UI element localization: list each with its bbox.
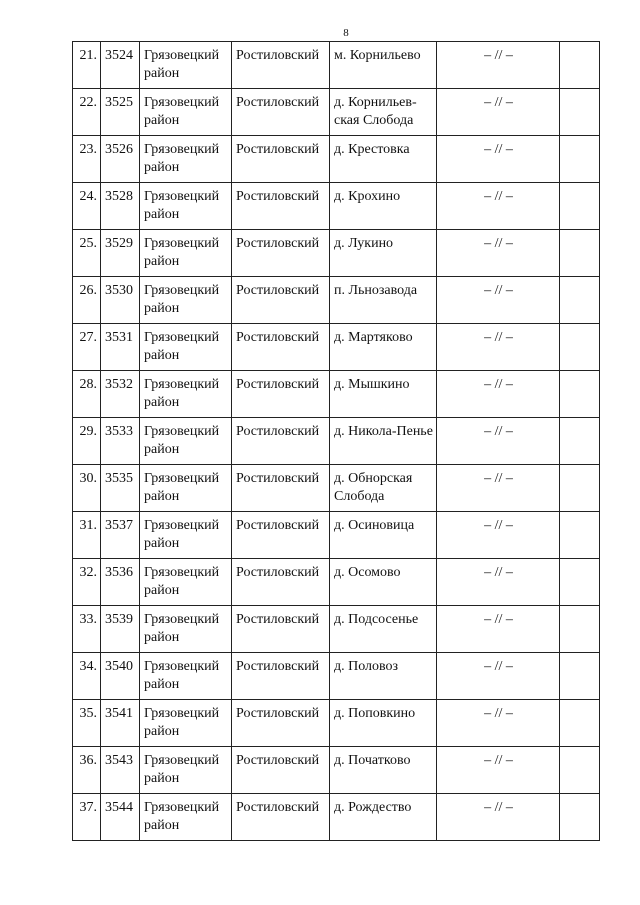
row-place: д. Никола-Пенье (330, 418, 437, 465)
row-place: д. Обнорская Слобода (330, 465, 437, 512)
row-settlement: Ростиловский (232, 512, 330, 559)
table-row (73, 747, 600, 794)
row-note: – // – (437, 324, 560, 371)
row-place: д. Лукино (330, 230, 437, 277)
row-district: Грязовецкий район (140, 136, 232, 183)
row-place: д. Осомово (330, 559, 437, 606)
row-settlement: Ростиловский (232, 230, 330, 277)
row-place: д. Половоз (330, 653, 437, 700)
table-row (73, 371, 600, 418)
row-note: – // – (437, 559, 560, 606)
row-number: 31. (73, 512, 101, 559)
table-row (73, 89, 600, 136)
row-note: – // – (437, 277, 560, 324)
row-place: д. Крохино (330, 183, 437, 230)
row-code: 3525 (101, 89, 140, 136)
row-settlement: Ростиловский (232, 324, 330, 371)
row-settlement: Ростиловский (232, 371, 330, 418)
row-district: Грязовецкий район (140, 89, 232, 136)
row-note: – // – (437, 42, 560, 89)
row-code: 3526 (101, 136, 140, 183)
row-district: Грязовецкий район (140, 559, 232, 606)
row-code: 3533 (101, 418, 140, 465)
row-extra (560, 230, 600, 277)
row-number: 36. (73, 747, 101, 794)
row-place: д. Рождество (330, 794, 437, 841)
row-note: – // – (437, 183, 560, 230)
table-row (73, 700, 600, 747)
row-number: 24. (73, 183, 101, 230)
row-extra (560, 277, 600, 324)
row-district: Грязовецкий район (140, 794, 232, 841)
row-note: – // – (437, 89, 560, 136)
row-note: – // – (437, 606, 560, 653)
row-note: – // – (437, 512, 560, 559)
row-number: 37. (73, 794, 101, 841)
row-place: д. Мышкино (330, 371, 437, 418)
row-settlement: Ростиловский (232, 606, 330, 653)
row-number: 35. (73, 700, 101, 747)
row-number: 21. (73, 42, 101, 89)
row-place: д. Осиновица (330, 512, 437, 559)
row-code: 3541 (101, 700, 140, 747)
row-district: Грязовецкий район (140, 465, 232, 512)
row-extra (560, 700, 600, 747)
table-row (73, 183, 600, 230)
row-number: 25. (73, 230, 101, 277)
row-note: – // – (437, 371, 560, 418)
row-note: – // – (437, 653, 560, 700)
row-district: Грязовецкий район (140, 42, 232, 89)
table-row (73, 277, 600, 324)
row-district: Грязовецкий район (140, 418, 232, 465)
row-district: Грязовецкий район (140, 324, 232, 371)
row-district: Грязовецкий район (140, 653, 232, 700)
row-number: 30. (73, 465, 101, 512)
row-settlement: Ростиловский (232, 465, 330, 512)
row-district: Грязовецкий район (140, 700, 232, 747)
row-extra (560, 89, 600, 136)
row-code: 3531 (101, 324, 140, 371)
table-row (73, 136, 600, 183)
table-body (73, 42, 600, 841)
table-row (73, 653, 600, 700)
row-code: 3537 (101, 512, 140, 559)
row-settlement: Ростиловский (232, 653, 330, 700)
row-settlement: Ростиловский (232, 136, 330, 183)
row-code: 3536 (101, 559, 140, 606)
row-district: Грязовецкий район (140, 512, 232, 559)
table-row (73, 230, 600, 277)
row-settlement: Ростиловский (232, 794, 330, 841)
row-note: – // – (437, 230, 560, 277)
row-extra (560, 653, 600, 700)
row-place: п. Льнозавода (330, 277, 437, 324)
row-settlement: Ростиловский (232, 700, 330, 747)
row-number: 27. (73, 324, 101, 371)
table-row (73, 465, 600, 512)
row-settlement: Ростиловский (232, 559, 330, 606)
table-row (73, 606, 600, 653)
row-code: 3539 (101, 606, 140, 653)
row-number: 22. (73, 89, 101, 136)
row-code: 3524 (101, 42, 140, 89)
row-extra (560, 747, 600, 794)
row-note: – // – (437, 465, 560, 512)
row-district: Грязовецкий район (140, 277, 232, 324)
row-settlement: Ростиловский (232, 747, 330, 794)
page-number: 8 (343, 27, 349, 39)
row-extra (560, 183, 600, 230)
row-settlement: Ростиловский (232, 89, 330, 136)
row-code: 3532 (101, 371, 140, 418)
row-number: 34. (73, 653, 101, 700)
row-place: д. Мартяково (330, 324, 437, 371)
row-extra (560, 606, 600, 653)
row-district: Грязовецкий район (140, 183, 232, 230)
row-district: Грязовецкий район (140, 371, 232, 418)
row-number: 29. (73, 418, 101, 465)
row-settlement: Ростиловский (232, 42, 330, 89)
row-code: 3543 (101, 747, 140, 794)
row-note: – // – (437, 136, 560, 183)
row-code: 3530 (101, 277, 140, 324)
row-code: 3528 (101, 183, 140, 230)
row-extra (560, 324, 600, 371)
row-note: – // – (437, 418, 560, 465)
row-place: д. Корнильев-ская Слобода (330, 89, 437, 136)
row-place: м. Корнильево (330, 42, 437, 89)
row-note: – // – (437, 747, 560, 794)
row-district: Грязовецкий район (140, 747, 232, 794)
table-row (73, 512, 600, 559)
settlements-table (72, 41, 600, 841)
table-row (73, 794, 600, 841)
row-note: – // – (437, 700, 560, 747)
row-place: д. Подсосенье (330, 606, 437, 653)
row-extra (560, 512, 600, 559)
row-extra (560, 418, 600, 465)
row-code: 3544 (101, 794, 140, 841)
row-place: д. Поповкино (330, 700, 437, 747)
table-row (73, 42, 600, 89)
row-note: – // – (437, 794, 560, 841)
row-number: 23. (73, 136, 101, 183)
row-settlement: Ростиловский (232, 277, 330, 324)
row-number: 28. (73, 371, 101, 418)
row-code: 3535 (101, 465, 140, 512)
table-row (73, 324, 600, 371)
row-number: 32. (73, 559, 101, 606)
table-row (73, 559, 600, 606)
row-place: д. Крестовка (330, 136, 437, 183)
row-district: Грязовецкий район (140, 230, 232, 277)
row-number: 26. (73, 277, 101, 324)
row-extra (560, 794, 600, 841)
row-extra (560, 559, 600, 606)
row-number: 33. (73, 606, 101, 653)
row-settlement: Ростиловский (232, 418, 330, 465)
row-extra (560, 136, 600, 183)
row-code: 3529 (101, 230, 140, 277)
table-row (73, 418, 600, 465)
row-extra (560, 465, 600, 512)
row-code: 3540 (101, 653, 140, 700)
row-settlement: Ростиловский (232, 183, 330, 230)
row-extra (560, 42, 600, 89)
row-place: д. Початково (330, 747, 437, 794)
row-extra (560, 371, 600, 418)
row-district: Грязовецкий район (140, 606, 232, 653)
